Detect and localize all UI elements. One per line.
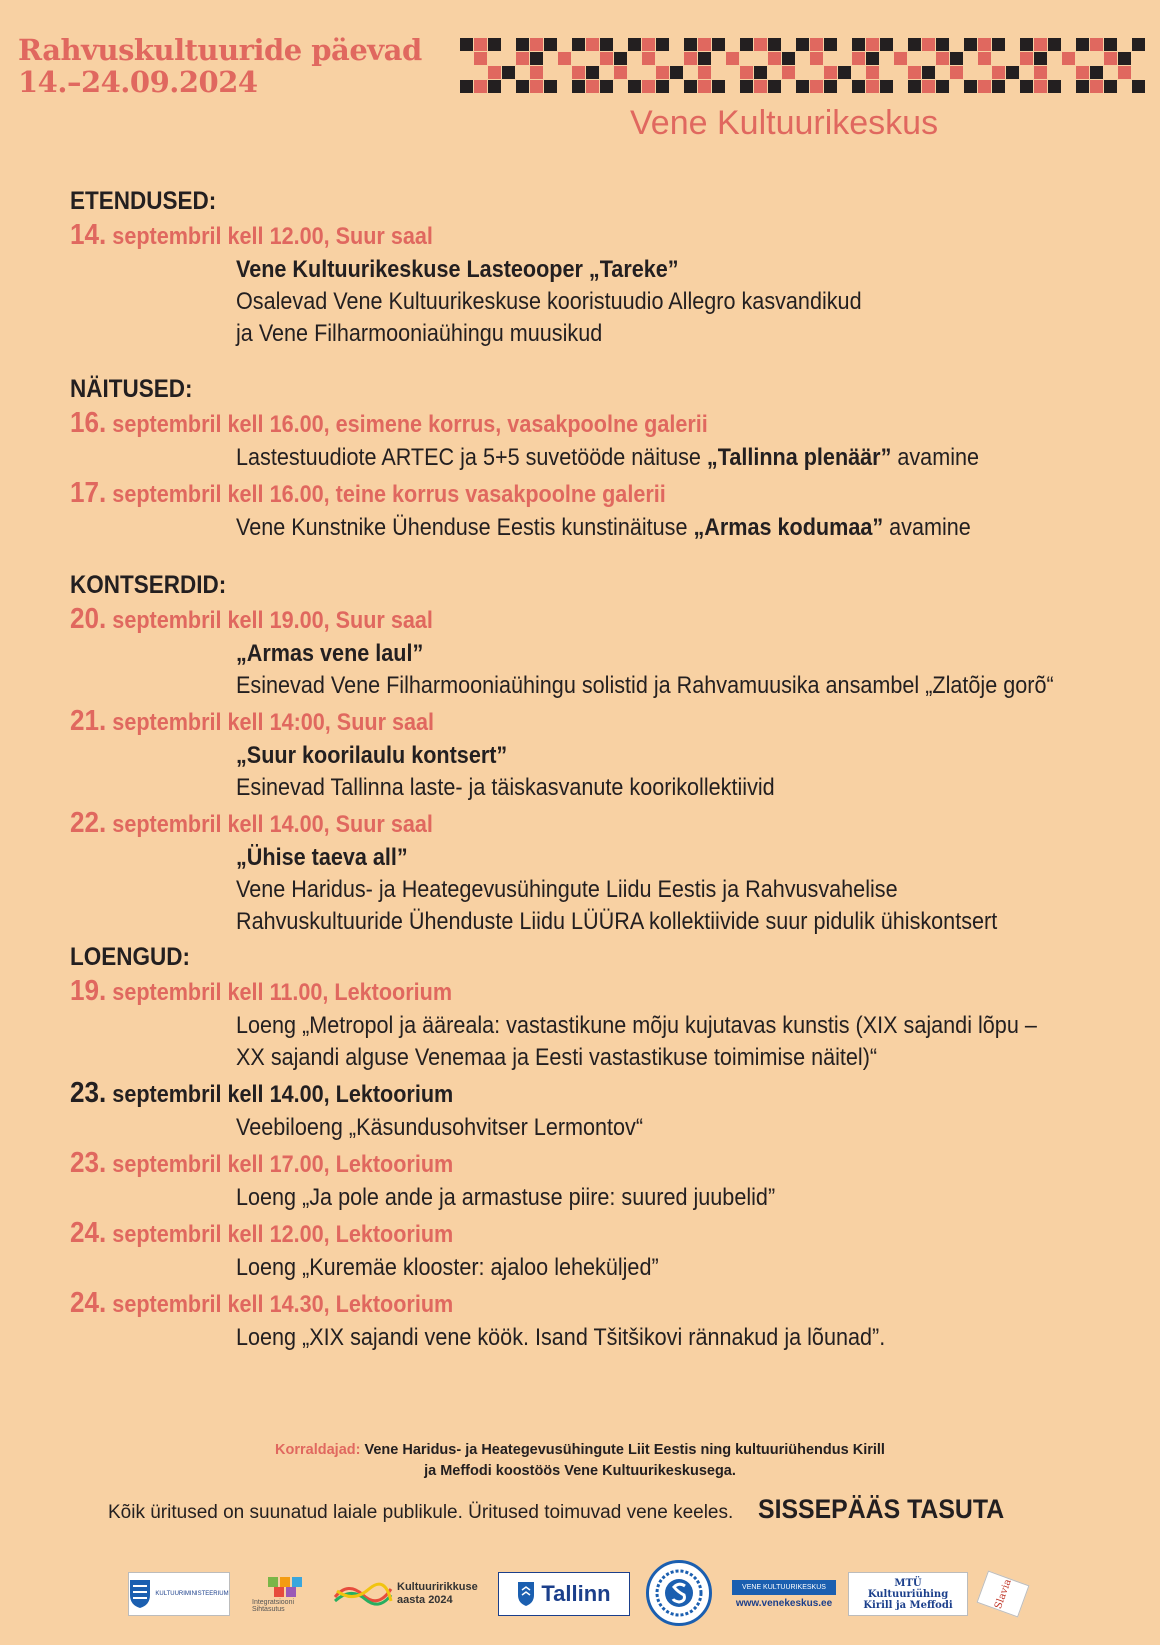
event-when: septembril kell 14.30, Lektoorium <box>112 1291 454 1318</box>
event-date <box>70 1216 1024 1252</box>
event-date <box>70 974 1024 1010</box>
logo-integratsiooni-sihtasutus: Integratsiooni Sihtasutus <box>252 1572 320 1616</box>
event-date <box>70 218 1024 254</box>
pattern-square <box>474 52 487 65</box>
pattern-square <box>488 66 501 79</box>
event-title: „Suur koorilaulu kontsert” <box>236 742 508 769</box>
pattern-square <box>474 38 487 51</box>
pattern-square <box>614 52 627 65</box>
pattern-square <box>936 80 949 93</box>
pattern-square <box>1090 66 1103 79</box>
event-text: ja Vene Filharmooniaühingu muusikud <box>236 320 603 347</box>
pattern-square <box>628 38 641 51</box>
event-line <box>236 1112 1041 1144</box>
pattern-square <box>894 52 907 65</box>
event-title: „Ühise taeva all” <box>236 844 408 871</box>
event-when: septembril kell 19.00, Suur saal <box>112 607 433 634</box>
pattern-square <box>964 38 977 51</box>
event-text: avamine <box>883 514 971 541</box>
pattern-square <box>810 80 823 93</box>
logo-vene-kultuurikeskus: VENE KULTUURIKESKUS www.venekeskus.ee <box>732 1572 836 1616</box>
pattern-square <box>642 38 655 51</box>
pattern-square <box>1090 80 1103 93</box>
event-when: septembril kell 17.00, Lektoorium <box>112 1151 454 1178</box>
footer-line <box>108 1494 1025 1525</box>
pattern-square <box>516 38 529 51</box>
event-line <box>236 874 1041 906</box>
pattern-square <box>824 80 837 93</box>
organizers-line1: Vene Haridus- ja Heategevusühingute Liit Eestis ning kultuuriühendus Kirill <box>360 1442 885 1458</box>
event-text: Loeng „XIX sajandi vene köök. Isand Tšitšikovi rännakud ja lõunad”. <box>236 1324 886 1351</box>
event-date <box>70 1076 1024 1112</box>
logo-kultuuririkkuse-aasta: Kultuuririkkuse aasta 2024 <box>330 1572 490 1616</box>
event-when: septembril kell 12.00, Lektoorium <box>112 1221 454 1248</box>
pattern-square <box>656 66 669 79</box>
event-when: septembril kell 12.00, Suur saal <box>112 223 433 250</box>
event-day: 24. <box>70 1287 107 1319</box>
pattern-square <box>572 66 585 79</box>
pattern-square <box>586 38 599 51</box>
event-text: Veebiloeng „Käsundusohvitser Lermontov“ <box>236 1114 644 1141</box>
event-when: septembril kell 14.00, Lektoorium <box>112 1081 454 1108</box>
pattern-square <box>530 66 543 79</box>
pattern-square <box>698 66 711 79</box>
event-line <box>236 1010 1041 1042</box>
pattern-square <box>754 66 767 79</box>
logo-tallinn: Tallinn <box>498 1572 630 1616</box>
pattern-square <box>852 52 865 65</box>
event-day: 17. <box>70 477 107 509</box>
pattern-square <box>824 66 837 79</box>
pattern-square <box>684 38 697 51</box>
event-when: septembril kell 14:00, Suur saal <box>112 709 435 736</box>
section-title: KONTSERDID: <box>70 571 227 599</box>
pattern-square <box>530 52 543 65</box>
pattern-square <box>642 52 655 65</box>
event-day: 21. <box>70 705 107 737</box>
festival-title <box>18 34 422 98</box>
event-day: 14. <box>70 219 107 251</box>
event-when: septembril kell 16.00, esimene korrus, vasakpoolne galerii <box>112 411 708 438</box>
pattern-square <box>754 38 767 51</box>
event-line <box>236 442 1041 474</box>
event-when: septembril kell 16.00, teine korrus vasakpoolne galerii <box>112 481 666 508</box>
pattern-square <box>908 38 921 51</box>
sponsor-logos <box>128 1572 1028 1624</box>
program-list <box>70 184 1130 1356</box>
pattern-square <box>866 80 879 93</box>
event-line <box>236 1322 1041 1354</box>
pattern-square <box>992 38 1005 51</box>
event-date <box>70 1286 1024 1322</box>
pattern-square <box>880 38 893 51</box>
pattern-square <box>502 66 515 79</box>
pattern-square <box>1076 38 1089 51</box>
pattern-square <box>460 38 473 51</box>
event-text: Vene Haridus- ja Heategevusühingute Liidu Eestis ja Rahvusvahelise <box>236 876 898 903</box>
pattern-square <box>1020 52 1033 65</box>
pattern-square <box>530 80 543 93</box>
pattern-square <box>586 80 599 93</box>
event-date <box>70 602 1024 638</box>
section-title: NÄITUSED: <box>70 375 193 403</box>
pattern-square <box>908 66 921 79</box>
event-title: „Armas vene laul” <box>236 640 424 667</box>
pattern-square <box>866 38 879 51</box>
pattern-square <box>614 66 627 79</box>
organizers-line2: ja Meffodi koostöös Vene Kultuurikeskusega. <box>424 1463 736 1479</box>
section-title: ETENDUSED: <box>70 187 217 215</box>
pattern-square <box>950 66 963 79</box>
pattern-square <box>810 38 823 51</box>
pattern-square <box>726 52 739 65</box>
event-title: „Tallinna plenäär” <box>706 444 892 471</box>
event-line <box>236 318 1041 350</box>
pattern-square <box>488 80 501 93</box>
festival-name: Rahvuskultuuride päevad <box>18 33 422 67</box>
event-line <box>236 1252 1041 1284</box>
event-line <box>236 512 1041 544</box>
pattern-square <box>768 52 781 65</box>
pattern-square <box>824 38 837 51</box>
event-text: avamine <box>891 444 980 471</box>
pattern-square <box>544 38 557 51</box>
pattern-square <box>866 52 879 65</box>
event-text: Lastestuudiote ARTEC ja 5+5 suvetööde näituse <box>236 444 707 471</box>
pattern-square <box>936 52 949 65</box>
event-line <box>236 1182 1041 1214</box>
event-text: Rahvuskultuuride Ühenduste Liidu LÜÜRA kollektiivide suur pidulik ühiskontsert <box>236 908 998 935</box>
event-text: Loeng „Metropol ja ääreala: vastastikune mõju kujutavas kunstis (XIX sajandi lõpu – <box>236 1012 1037 1039</box>
event-day: 23. <box>70 1077 107 1109</box>
pattern-square <box>810 52 823 65</box>
pattern-square <box>768 80 781 93</box>
event-text: Loeng „Kuremäe klooster: ajaloo leheküljed” <box>236 1254 659 1281</box>
pattern-square <box>516 52 529 65</box>
event-line <box>236 842 1041 874</box>
pattern-square <box>922 38 935 51</box>
pattern-square <box>782 66 795 79</box>
event-date <box>70 806 1024 842</box>
event-day: 23. <box>70 1147 107 1179</box>
event-text: XX sajandi alguse Venemaa ja Eesti vastastikuse toimimise näitel)“ <box>236 1044 878 1071</box>
pattern-square <box>908 80 921 93</box>
event-text: Esinevad Vene Filharmooniaühingu solistid ja Rahvamuusika ansambel „Zlatõje gorõ“ <box>236 672 1054 699</box>
pattern-square <box>978 52 991 65</box>
event-line <box>236 286 1041 318</box>
event-day: 20. <box>70 603 107 635</box>
tallinn-shield-icon <box>517 1581 535 1607</box>
event-title: „Armas kodumaa” <box>693 514 884 541</box>
pattern-square <box>572 38 585 51</box>
festival-dates: 14.–24.09.2024 <box>18 65 258 99</box>
event-date <box>70 476 1024 512</box>
event-text: Loeng „Ja pole ande ja armastuse piire: suured juubelid” <box>236 1184 776 1211</box>
pattern-square <box>992 66 1005 79</box>
pattern-square <box>740 38 753 51</box>
event-when: septembril kell 11.00, Lektoorium <box>112 979 453 1006</box>
pattern-square <box>544 80 557 93</box>
pattern-square <box>978 38 991 51</box>
section-title: LOENGUD: <box>70 943 190 971</box>
pattern-square <box>698 38 711 51</box>
pattern-square <box>1104 38 1117 51</box>
event-line <box>236 772 1041 804</box>
pattern-square <box>698 52 711 65</box>
pattern-square <box>992 80 1005 93</box>
pattern-square <box>852 38 865 51</box>
pattern-square <box>600 52 613 65</box>
event-day: 24. <box>70 1217 107 1249</box>
pattern-square <box>922 66 935 79</box>
venue-name: Vene Kultuurikeskus <box>630 104 939 142</box>
event-text: Vene Kunstnike Ühenduse Eestis kunstinäituse <box>236 514 694 541</box>
logo-round-emblem <box>646 1560 712 1626</box>
pattern-square <box>1048 80 1061 93</box>
pattern-square <box>460 80 473 93</box>
pattern-square <box>670 66 683 79</box>
pattern-square <box>866 66 879 79</box>
logo-kultuuriministeerium: KULTUURIMINISTEERIUM <box>128 1572 230 1616</box>
pattern-square <box>1006 66 1019 79</box>
pattern-square <box>530 38 543 51</box>
pattern-square <box>1048 38 1061 51</box>
pattern-square <box>1020 80 1033 93</box>
pattern-square <box>754 80 767 93</box>
pattern-square <box>964 80 977 93</box>
pattern-square <box>1034 66 1047 79</box>
pattern-square <box>1020 38 1033 51</box>
pattern-square <box>880 80 893 93</box>
logo-mtu-kirill-meffodi: MTÜ Kultuuriühing Kirill ja Meffodi <box>848 1572 968 1616</box>
pattern-square <box>698 80 711 93</box>
pattern-square <box>950 52 963 65</box>
pattern-square <box>628 80 641 93</box>
pattern-square <box>852 80 865 93</box>
event-line <box>236 1042 1041 1074</box>
ribbons-icon <box>333 1579 393 1609</box>
event-line <box>236 638 1041 670</box>
event-line <box>236 740 1041 772</box>
pattern-square <box>656 38 669 51</box>
pattern-square <box>978 80 991 93</box>
pattern-square <box>740 80 753 93</box>
pattern-square <box>1104 80 1117 93</box>
pattern-square <box>656 80 669 93</box>
free-entry: SISSEPÄÄS TASUTA <box>757 1494 1004 1524</box>
pattern-square <box>1034 80 1047 93</box>
pattern-square <box>600 38 613 51</box>
footer-note: Kõik üritused on suunatud laiale publikule. Üritused toimuvad vene keeles. <box>108 1502 734 1523</box>
pattern-square <box>1076 66 1089 79</box>
pattern-square <box>488 38 501 51</box>
event-day: 16. <box>70 407 107 439</box>
pattern-square <box>600 80 613 93</box>
pattern-square <box>684 52 697 65</box>
pattern-square <box>558 52 571 65</box>
emblem-icon <box>654 1568 704 1618</box>
pattern-square <box>936 38 949 51</box>
pattern-square <box>838 66 851 79</box>
pattern-square <box>642 80 655 93</box>
pattern-square <box>1132 80 1145 93</box>
pattern-square <box>684 80 697 93</box>
pattern-square <box>586 66 599 79</box>
pattern-square <box>1118 66 1131 79</box>
event-when: septembril kell 14.00, Suur saal <box>112 811 433 838</box>
pattern-square <box>572 80 585 93</box>
pattern-square <box>922 80 935 93</box>
pattern-square <box>474 80 487 93</box>
event-date <box>70 406 1024 442</box>
pattern-square <box>1118 52 1131 65</box>
pattern-square <box>768 38 781 51</box>
pattern-square <box>796 38 809 51</box>
organizers-label: Korraldajad: <box>275 1442 361 1458</box>
pattern-square <box>782 52 795 65</box>
pattern-square <box>1090 38 1103 51</box>
pattern-square <box>740 66 753 79</box>
event-text: Osalevad Vene Kultuurikeskuse kooristuudio Allegro kasvandikud <box>236 288 862 315</box>
pattern-square <box>1034 52 1047 65</box>
event-day: 22. <box>70 807 107 839</box>
event-date <box>70 704 1024 740</box>
pattern-square <box>712 80 725 93</box>
event-line <box>236 906 1041 938</box>
coat-of-arms-icon <box>129 1579 151 1609</box>
event-day: 19. <box>70 975 107 1007</box>
pattern-square <box>1034 38 1047 51</box>
event-line <box>236 670 1054 702</box>
organizers <box>0 1440 1160 1482</box>
event-text: Esinevad Tallinna laste- ja täiskasvanute koorikollektiivid <box>236 774 775 801</box>
event-title: Vene Kultuurikeskuse Lasteooper „Tareke” <box>236 256 679 283</box>
event-line <box>236 254 1041 286</box>
pattern-square <box>1062 52 1075 65</box>
pattern-square <box>1076 80 1089 93</box>
logo-slavia: Slavia <box>977 1571 1030 1618</box>
pattern-square <box>796 80 809 93</box>
pattern-square <box>1104 52 1117 65</box>
pattern-ornament <box>460 38 1146 94</box>
pattern-square <box>1132 38 1145 51</box>
event-date <box>70 1146 1024 1182</box>
puzzle-icon <box>266 1575 306 1599</box>
pattern-square <box>712 38 725 51</box>
pattern-square <box>516 80 529 93</box>
